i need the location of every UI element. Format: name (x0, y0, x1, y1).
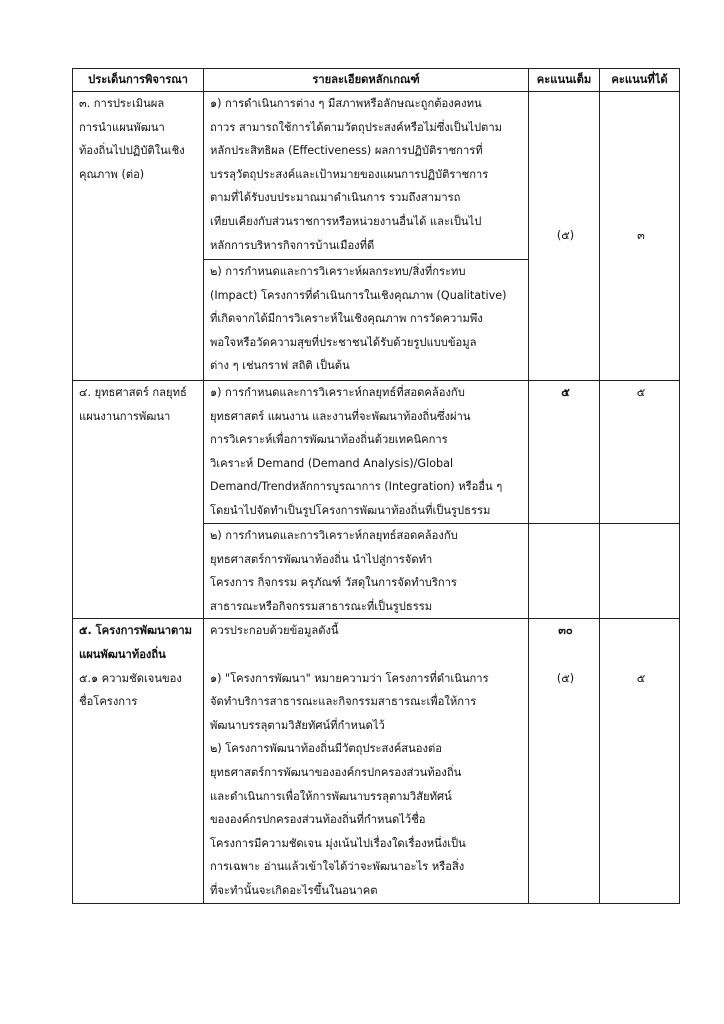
full-score-value: (๕) (556, 229, 575, 243)
criteria-line: ขององค์กรปกครองส่วนท้องถิ่นที่กำหนดไว้ชื่อ (210, 813, 426, 827)
criteria-line: สาธารณะหรือกิจกรรมสาธารณะที่เป็นรูปธรรม (210, 599, 433, 613)
header-full-score: คะแนนเต็ม (529, 69, 600, 92)
topic-line: ท้องถิ่นไปปฏิบัติในเชิง (79, 144, 185, 158)
criteria-line: วิเคราะห์ Demand (Demand Analysis)/Global (210, 456, 454, 470)
full-score-cell (529, 92, 600, 381)
table-row (73, 381, 680, 524)
criteria-line: พอใจหรือวัดความสุขที่ประชาชนได้รับด้วยรูปแบบข้อมูล (210, 335, 477, 349)
criteria-line: หลักการบริหารกิจการบ้านเมืองที่ดี (210, 238, 375, 252)
criteria-line: ๑) การดำเนินการต่าง ๆ มีสภาพหรือลักษณะถูกต้องคงทน (210, 97, 482, 110)
topic-line: ๔. ยุทธศาสตร์ กลยุทธ์ (79, 386, 187, 399)
criteria-line: ยุทธศาสตร์การพัฒนาขององค์กรปกครองส่วนท้องถิ่น (210, 765, 462, 779)
criteria-cell (204, 92, 529, 260)
criteria-line: ๒) การกำหนดและการวิเคราะห์กลยุทธ์สอดคล้องกับ (210, 529, 458, 542)
criteria-line: โดยนำไปจัดทำเป็นรูปโครงการพัฒนาท้องถิ่นที่เป็นรูปธรรม (210, 503, 491, 517)
criteria-line: ยุทธศาสตร์การพัฒนาท้องถิ่น นำไปสู่การจัดทำ (210, 552, 433, 566)
criteria-line: ควรประกอบด้วยข้อมูลดังนี้ (210, 624, 339, 638)
topic-line: ชื่อโครงการ (79, 695, 138, 709)
criteria-cell (204, 381, 529, 524)
criteria-line: จัดทำบริการสาธารณะและกิจกรรมสาธารณะเพื่อให้การ (210, 695, 477, 709)
header-score: คะแนนที่ได้ (600, 69, 680, 92)
header-details: รายละเอียดหลักเกณฑ์ (204, 69, 529, 92)
table-row (73, 92, 680, 260)
topic-cell (73, 619, 204, 903)
criteria-line: การวิเคราะห์เพื่อการพัฒนาท้องถิ่นด้วยเทคนิคการ (210, 433, 448, 447)
criteria-table (72, 68, 680, 904)
criteria-line: ๑) การกำหนดและการวิเคราะห์กลยุทธ์ที่สอดคล้องกับ (210, 386, 465, 399)
topic-line: แผนงานการพัฒนา (79, 409, 171, 423)
criteria-line: เทียบเคียงกับส่วนราชการหรือหน่วยงานอื่นได้ และเป็นไป (210, 214, 482, 228)
table-row (73, 619, 680, 903)
topic-line: คุณภาพ (ต่อ) (79, 167, 145, 181)
criteria-cell (204, 524, 529, 619)
criteria-line: (Impact) โครงการที่ดำเนินการในเชิงคุณภาพ (Qualitative) (210, 288, 507, 302)
full-score-total: ๓๐ (558, 624, 573, 638)
full-score-cell (529, 619, 600, 903)
full-score-value: (๕) (556, 671, 575, 685)
topic-line: การนำแผนพัฒนา (79, 120, 165, 134)
spacer (606, 619, 676, 643)
criteria-line: ตามที่ได้รับงบประมาณมาดำเนินการ รวมถึงสามารถ (210, 191, 461, 205)
criteria-line: ต่าง ๆ เช่นกราฟ สถิติ เป็นต้น (210, 359, 350, 373)
topic-cell (73, 92, 204, 381)
score-value: ๕ (636, 671, 646, 685)
criteria-line: ๑) "โครงการพัฒนา" หมายความว่า โครงการที่ดำเนินการ (210, 671, 489, 685)
criteria-line: ที่เกิดจากได้มีการวิเคราะห์ในเชิงคุณภาพ การวัดความพึง (210, 312, 483, 326)
criteria-line: โครงการมีความชัดเจน มุ่งเน้นไปเรื่องใดเรื่องหนึ่งเป็น (210, 836, 466, 850)
score-cell (600, 381, 680, 524)
score-cell-empty (600, 524, 680, 619)
topic-line: ๓. การประเมินผล (79, 97, 165, 110)
criteria-line: พัฒนาบรรลุตามวิสัยทัศน์ที่กำหนดไว้ (210, 718, 385, 732)
criteria-line: โครงการ กิจกรรม ครุภัณฑ์ วัสดุในการจัดทำบริการ (210, 576, 457, 590)
full-score-cell-empty (529, 524, 600, 619)
topic-line: ๕. โครงการพัฒนาตาม (79, 624, 192, 638)
header-topic: ประเด็นการพิจารณา (73, 69, 204, 92)
criteria-line: ถาวร สามารถใช้การได้ตามวัตถุประสงค์หรือไม่ซึ่งเป็นไปตาม (210, 120, 502, 134)
score-value: ๕ (636, 386, 646, 399)
score-cell (600, 92, 680, 381)
criteria-line: ๒) โครงการพัฒนาท้องถิ่นมีวัตถุประสงค์สนองต่อ (210, 742, 442, 756)
criteria-line: Demand/Trendหลักการบูรณาการ (Integration) หรืออื่น ๆ (210, 480, 503, 494)
criteria-line: การเฉพาะ อ่านแล้วเข้าใจได้ว่าจะพัฒนาอะไร หรือสิ่ง (210, 860, 465, 874)
spacer (535, 643, 596, 667)
criteria-line: บรรลุวัตถุประสงค์และเป้าหมายของแผนการปฏิบัติราชการ (210, 167, 489, 181)
spacer (210, 643, 525, 667)
criteria-line: ยุทธศาสตร์ แผนงาน และงานที่จะพัฒนาท้องถิ่นซึ่งผ่าน (210, 409, 471, 423)
topic-cell (73, 381, 204, 619)
criteria-cell (204, 260, 529, 381)
spacer (606, 643, 676, 667)
table-header-row (73, 69, 680, 92)
criteria-line: และดำเนินการเพื่อให้การพัฒนาบรรลุตามวิสัยทัศน์ (210, 789, 452, 803)
criteria-line: หลักประสิทธิผล (Effectiveness) ผลการปฏิบัติราชการที่ (210, 144, 483, 158)
criteria-line: ๒) การกำหนดและการวิเคราะห์ผลกระทบ/สิ่งที่กระทบ (210, 265, 466, 278)
full-score-value: ๕ (561, 386, 570, 399)
topic-line: ๕.๑ ความชัดเจนของ (79, 671, 182, 685)
full-score-cell (529, 381, 600, 524)
criteria-cell (204, 619, 529, 903)
criteria-line: ที่จะทำนั้นจะเกิดอะไรขึ้นในอนาคต (210, 883, 378, 897)
score-value: ๓ (637, 229, 645, 243)
score-cell (600, 619, 680, 903)
topic-line: แผนพัฒนาท้องถิ่น (79, 647, 166, 661)
